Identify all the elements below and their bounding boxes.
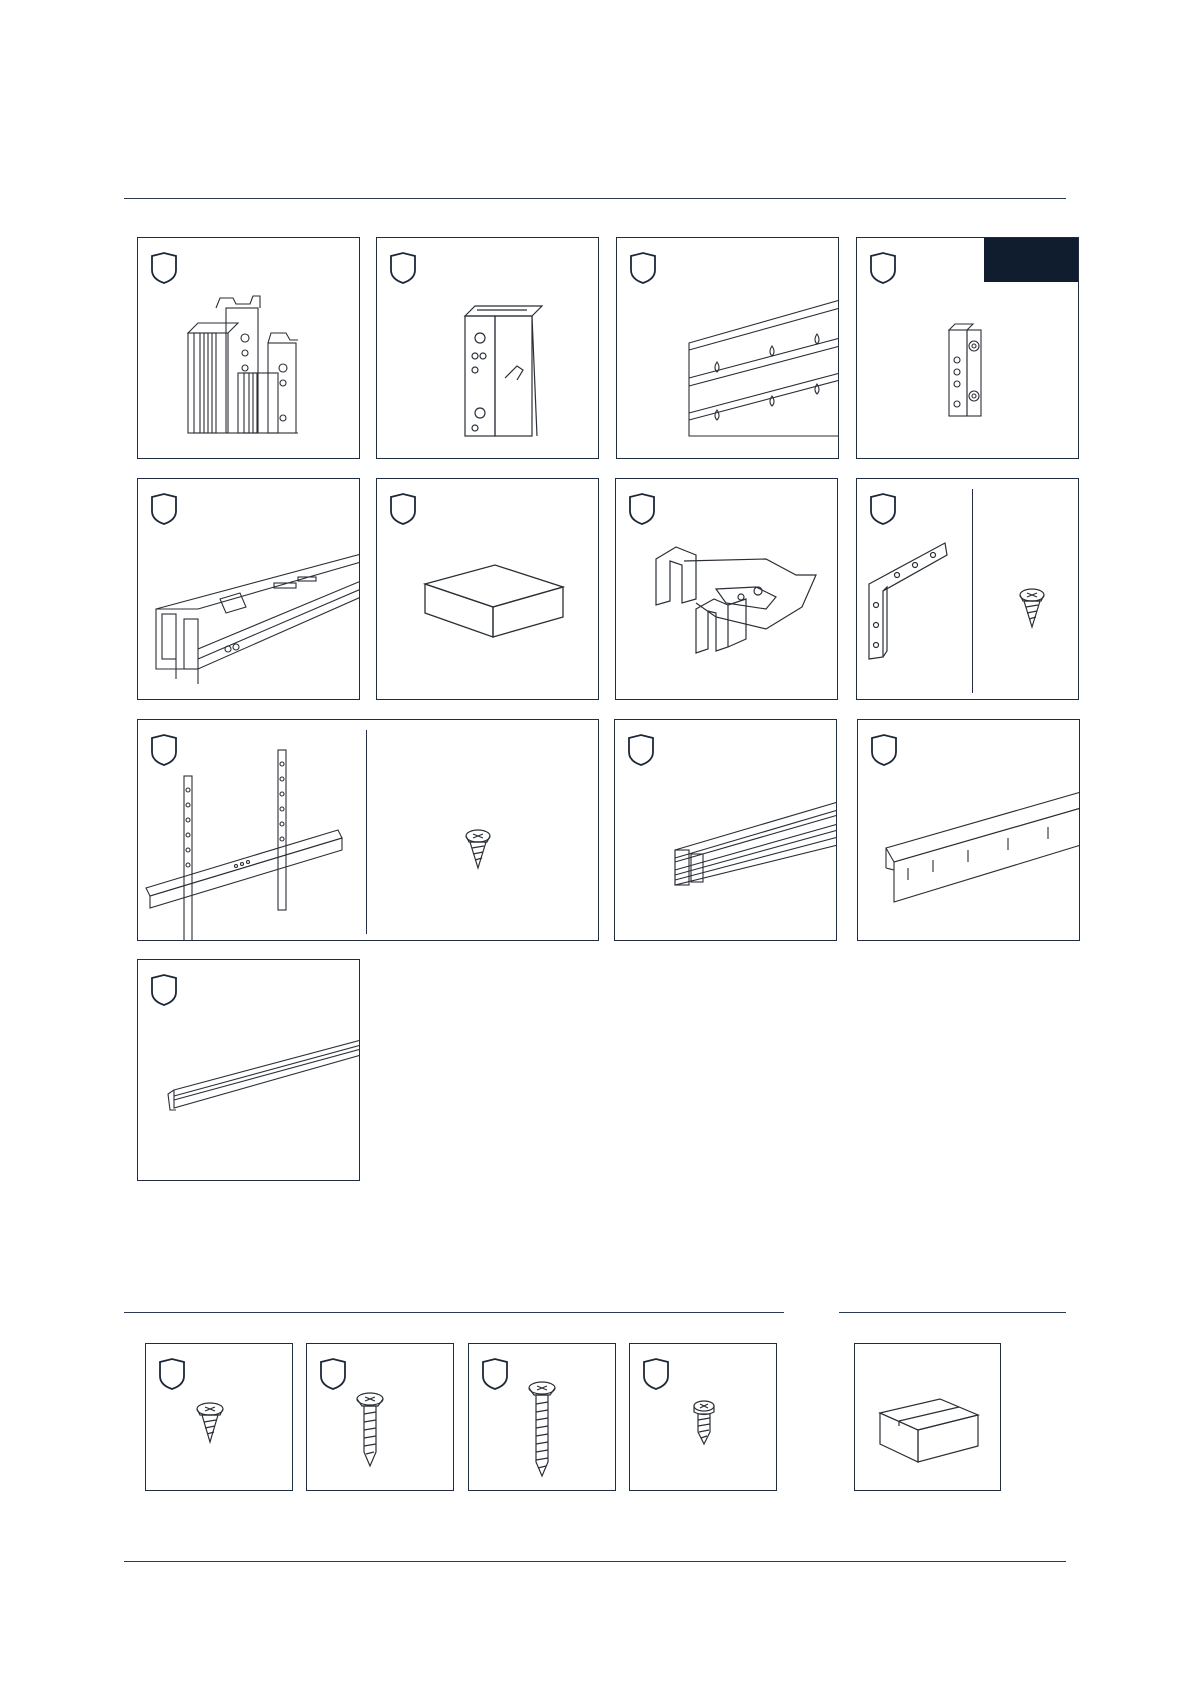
wall-rail-keyholes-icon bbox=[617, 238, 839, 459]
part-card-double-track bbox=[614, 719, 837, 941]
part-card-wall-rail bbox=[616, 237, 839, 459]
part-card-guide-clip bbox=[615, 478, 838, 700]
rail-with-straps-and-screw-icon bbox=[138, 720, 599, 941]
bottom-divider bbox=[124, 1561, 1066, 1562]
double-track-profile-icon bbox=[615, 720, 837, 941]
cardboard-box-icon bbox=[855, 1344, 1001, 1491]
vertical-bracket-profile-icon bbox=[377, 238, 599, 459]
double-profile-with-hooks-icon bbox=[138, 238, 360, 459]
part-card-small-bracket bbox=[856, 237, 1079, 459]
part-card-double-profile bbox=[137, 237, 360, 459]
bottom-guide-clip-icon bbox=[616, 479, 838, 700]
small-bracket-with-screws-icon bbox=[857, 238, 1079, 459]
packaging-card bbox=[854, 1343, 1001, 1491]
packaging-divider bbox=[839, 1312, 1066, 1313]
medium-countersunk-screw-icon bbox=[307, 1344, 454, 1491]
top-divider bbox=[124, 198, 1066, 199]
floor-guide-rail-icon bbox=[138, 960, 360, 1181]
part-card-block bbox=[376, 478, 599, 700]
part-card-measuring-rail bbox=[857, 719, 1080, 941]
rectangular-block-icon bbox=[377, 479, 599, 700]
part-card-top-track bbox=[137, 478, 360, 700]
pan-head-screw-icon bbox=[630, 1344, 777, 1491]
top-track-profile-icon bbox=[138, 479, 360, 700]
hardware-card-medium-screw bbox=[306, 1343, 454, 1491]
part-card-rail-with-straps bbox=[137, 719, 599, 941]
hardware-card-pan-screw bbox=[629, 1343, 777, 1491]
part-card-corner-bracket bbox=[856, 478, 1079, 700]
measuring-rail-icon bbox=[858, 720, 1080, 941]
hardware-card-long-screw bbox=[468, 1343, 616, 1491]
hardware-divider bbox=[124, 1312, 784, 1313]
corner-bracket-and-screw-icon bbox=[857, 479, 1079, 700]
part-card-floor-guide-rail bbox=[137, 959, 360, 1181]
long-countersunk-screw-icon bbox=[469, 1344, 616, 1491]
hardware-card-short-screw bbox=[145, 1343, 293, 1491]
part-card-vertical-bracket bbox=[376, 237, 599, 459]
short-countersunk-screw-icon bbox=[146, 1344, 293, 1491]
